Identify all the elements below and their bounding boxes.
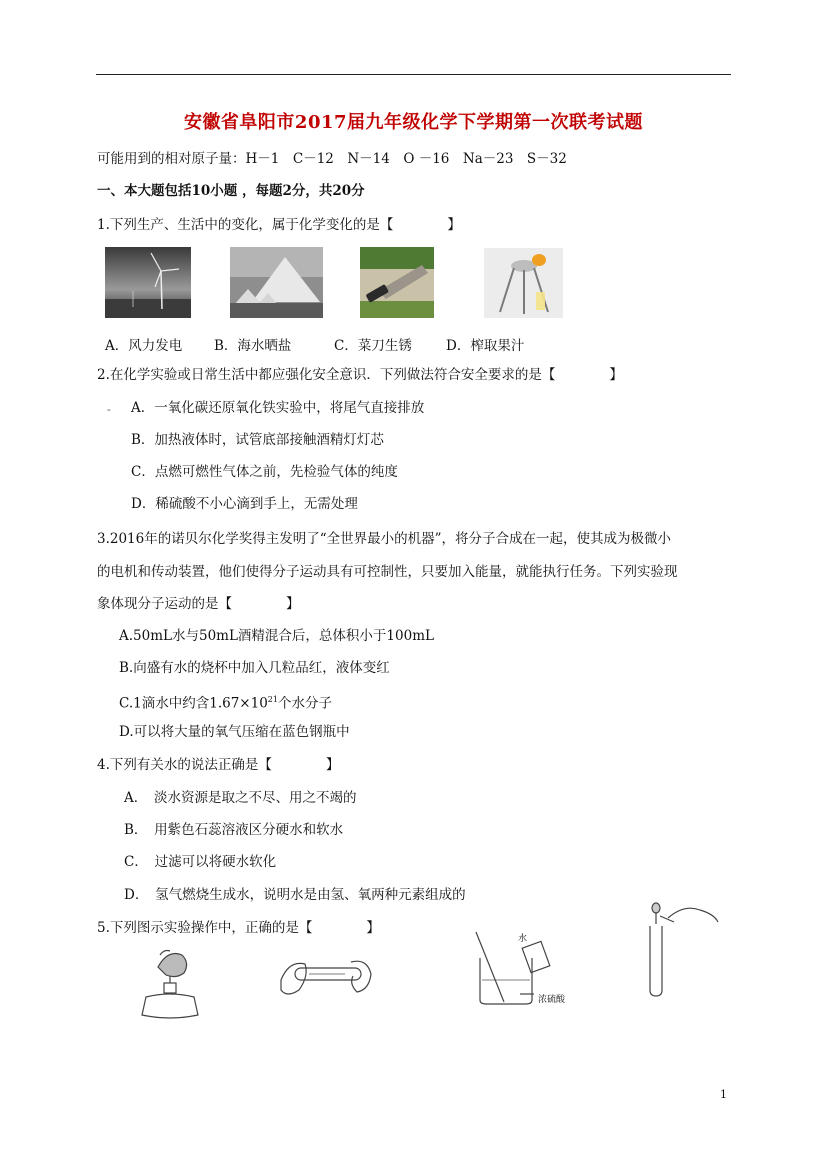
question-4-option-a: A． 淡水资源是取之不尽、用之不竭的 (124, 790, 357, 806)
dropper-adding-liquid-figure (628, 898, 723, 998)
question-2-option-a: A．一氧化碳还原氧化铁实验中，将尾气直接排放 (131, 400, 425, 416)
question-3-option-c-suffix: 个水分子 (277, 695, 332, 712)
question-4-option-b: B． 用紫色石蕊溶液区分硬水和软水 (124, 822, 344, 838)
question-1-stem: 1.下列生产、生活中的变化，属于化学变化的是【 】 (97, 217, 461, 233)
figure-label-water: 水 (518, 934, 528, 944)
question-4-option-c: C． 过滤可以将硬水软化 (124, 854, 277, 870)
salt-pan-photo (230, 247, 323, 318)
question-3-option-b: B.向盛有水的烧杯中加入几粒品红，液体变红 (119, 660, 390, 676)
section-heading: 一、本大题包括10小题 ，每题2分，共20分 (97, 183, 365, 199)
page-title: 安徽省阜阳市2017届九年级化学下学期第一次联考试题 (183, 112, 644, 133)
question-4-option-d: D． 氢气燃烧生成水，说明水是由氢、氧两种元素组成的 (124, 887, 466, 903)
question-2-option-b: B．加热液体时，试管底部接触酒精灯灯芯 (131, 432, 384, 448)
question-4-stem: 4.下列有关水的说法正确是【 】 (97, 757, 340, 773)
question-3-option-c-exponent: 21 (267, 695, 278, 704)
atomic-masses: 可能用到的相对原子量：H－1 C－12 N－14 O －16 Na－23 S－32 (97, 151, 567, 167)
alcohol-lamp-lighting-figure (130, 945, 210, 1020)
margin-mark: - (107, 403, 111, 416)
figure-label-concentrated-sulfuric-acid: 浓硫酸 (538, 995, 566, 1005)
header-rule (96, 74, 731, 75)
question-1-option-a: A．风力发电 (105, 338, 183, 354)
question-2-stem: 2.在化学实验或日常生活中都应强化安全意识．下列做法符合安全要求的是【 】 (97, 367, 623, 383)
question-2-option-d: D．稀硫酸不小心滴到手上，无需处理 (131, 496, 358, 512)
question-3-option-c (119, 691, 332, 713)
question-3-stem-line-1: 3.2016年的诺贝尔化学奖得主发明了“全世界最小的机器”，将分子合成在一起，使其成为极微小 (97, 531, 672, 547)
page-number: 1 (720, 1088, 727, 1101)
question-5-stem: 5.下列图示实验操作中，正确的是【 】 (97, 920, 380, 936)
question-1-option-d: D．榨取果汁 (446, 338, 525, 354)
question-3-option-c-prefix: C.1滴水中约含1.67×10 (119, 695, 268, 712)
test-tube-holding-figure (275, 950, 375, 1005)
question-1-option-c: C．菜刀生锈 (334, 338, 412, 354)
question-3-stem-line-3: 象体现分子运动的是【 】 (97, 596, 300, 612)
question-1-option-b: B．海水晒盐 (214, 338, 292, 354)
wind-turbine-photo (105, 247, 191, 318)
juicer-photo (484, 248, 563, 318)
question-2-option-c: C．点燃可燃性气体之前，先检验气体的纯度 (131, 464, 398, 480)
rusty-knife-photo (360, 247, 434, 318)
question-3-option-d: D.可以将大量的氧气压缩在蓝色钢瓶中 (119, 724, 350, 740)
question-3-stem-line-2: 的电机和传动装置，他们使得分子运动具有可控制性，只要加入能量，就能执行任务。下列实验现 (97, 564, 678, 580)
question-3-option-a: A.50mL水与50mL酒精混合后，总体积小于100mL (119, 628, 434, 644)
